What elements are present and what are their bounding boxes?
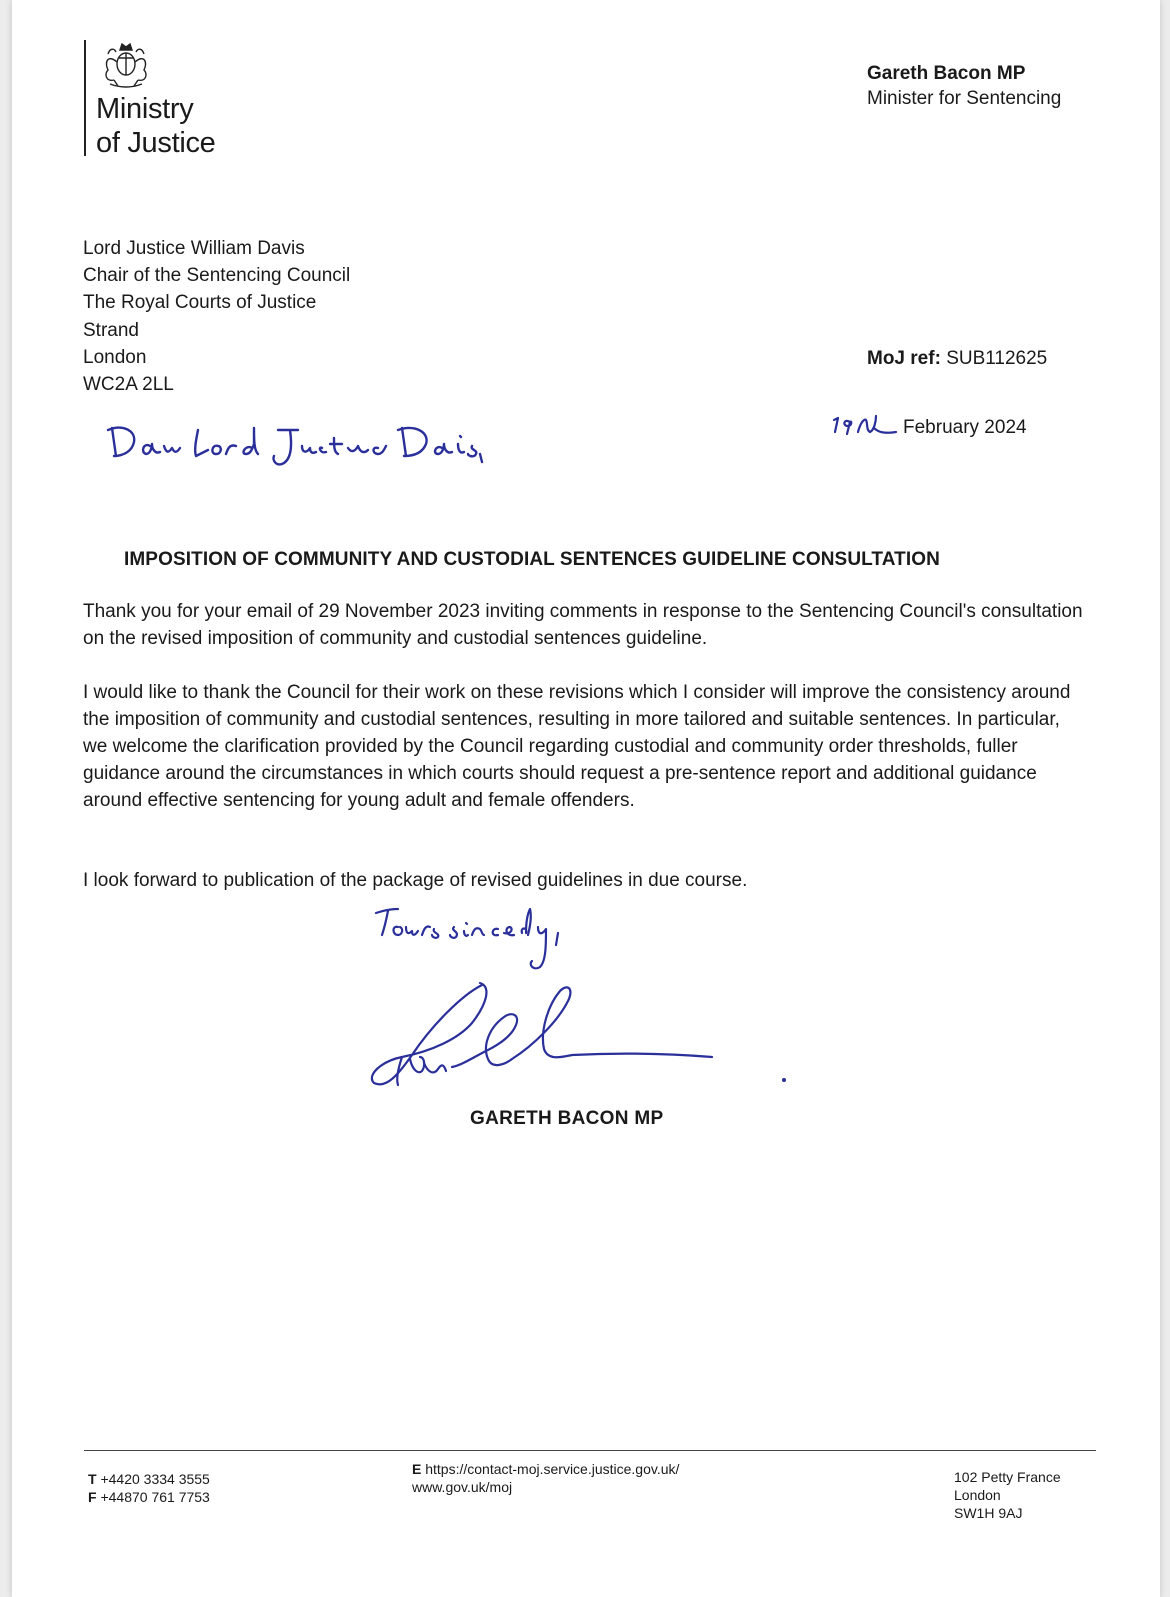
email-label: E xyxy=(412,1461,422,1477)
logo-divider xyxy=(84,40,86,156)
moj-reference xyxy=(867,348,1047,370)
signatory-name: GARETH BACON MP xyxy=(470,1108,664,1129)
contact-link[interactable]: https://contact-moj.service.justice.gov.uk/ xyxy=(425,1461,680,1477)
minister-name: Gareth Bacon MP xyxy=(867,63,1026,84)
address-line: Chair of the Sentencing Council xyxy=(83,265,351,287)
footer-address-line: London xyxy=(954,1487,1001,1503)
body-paragraph-1: Thank you for your email of 29 November 2023 inviting comments in response to the Sentencing Council's consultation on the revised imposition of community and custodial sentences guideline. xyxy=(83,601,1083,649)
signature-image xyxy=(362,965,802,1095)
footer-phone-block xyxy=(88,1470,210,1506)
body-paragraph-2: I would like to thank the Council for their work on these revisions which I consider will improve the consistency around the imposition of community and custodial sentences, resulting in more tailored and suitable sentences. In particular, we welcome the clarification provided by the Council regarding custodial and community order thresholds, fuller guidance around the circumstances in which courts should request a pre-sentence report and additional guidance around effective sentencing for young adult and female offenders. xyxy=(83,682,1071,811)
address-line: London xyxy=(83,346,147,368)
logo-line-2: of Justice xyxy=(96,127,216,159)
fax-number: +44870 761 7753 xyxy=(100,1489,210,1505)
footer-divider xyxy=(84,1450,1096,1451)
ministry-logo-text xyxy=(96,92,216,160)
footer-address-line: SW1H 9AJ xyxy=(954,1505,1023,1521)
phone-label: T xyxy=(88,1471,97,1487)
logo-line-1: Ministry xyxy=(96,93,194,125)
address-line: Strand xyxy=(83,319,139,341)
address-line: WC2A 2LL xyxy=(83,374,174,396)
body-paragraph-3: I look forward to publication of the package of revised guidelines in due course. xyxy=(83,870,748,891)
minister-title: Minister for Sentencing xyxy=(867,88,1062,109)
letter-page xyxy=(12,0,1160,1597)
footer-address-line: 102 Petty France xyxy=(954,1469,1061,1485)
handwritten-salutation xyxy=(102,420,502,480)
fax-label: F xyxy=(88,1489,97,1505)
phone-number: +4420 3334 3555 xyxy=(100,1471,210,1487)
footer-address-block xyxy=(954,1468,1061,1522)
recipient-address xyxy=(83,235,350,398)
reference-value: SUB112625 xyxy=(946,348,1048,369)
minister-block xyxy=(867,61,1061,111)
reference-label: MoJ ref: xyxy=(867,348,941,369)
letter-subject: IMPOSITION OF COMMUNITY AND CUSTODIAL SENTENCES GUIDELINE CONSULTATION xyxy=(124,549,940,570)
address-line: The Royal Courts of Justice xyxy=(83,292,317,314)
date-month-year: February 2024 xyxy=(903,417,1027,438)
address-line: Lord Justice William Davis xyxy=(83,238,305,259)
handwritten-date-day xyxy=(830,412,900,440)
footer-contact-block xyxy=(412,1460,679,1496)
website-link[interactable]: www.gov.uk/moj xyxy=(412,1479,513,1495)
royal-crest-icon xyxy=(96,40,156,90)
